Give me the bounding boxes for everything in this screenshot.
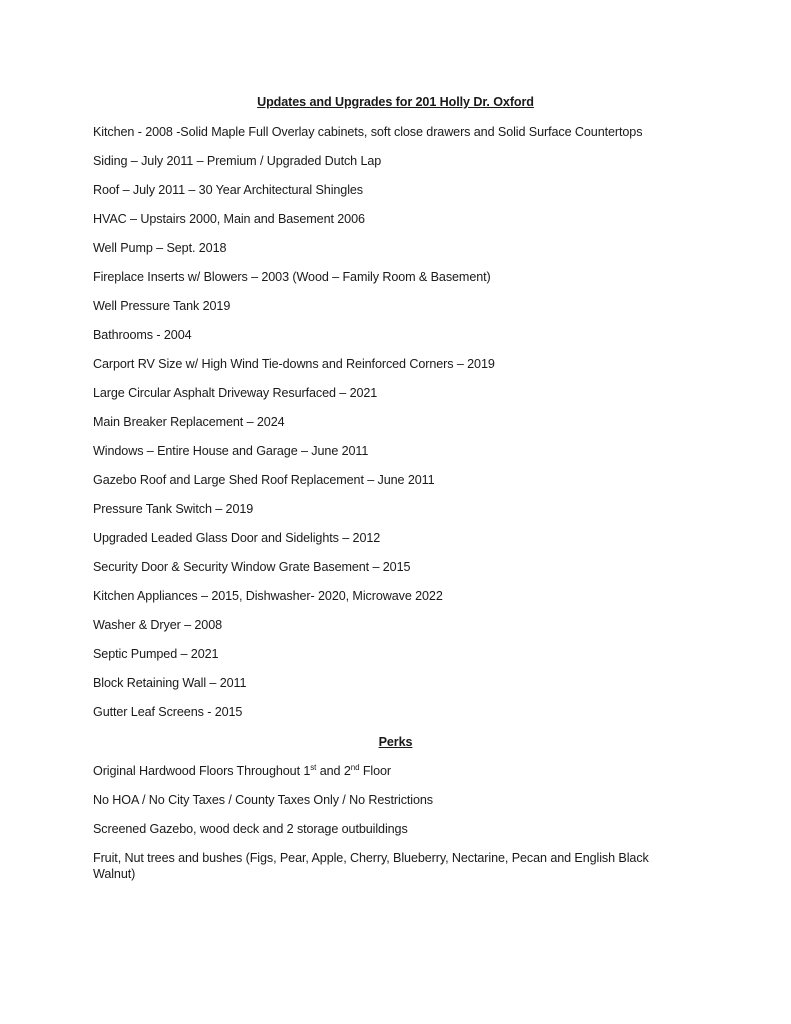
update-item: Siding – July 2011 – Premium / Upgraded Dutch Lap <box>93 154 382 168</box>
update-item: Windows – Entire House and Garage – June 2011 <box>93 444 369 458</box>
updates-list <box>93 124 703 733</box>
perk-item: Fruit, Nut trees and bushes (Figs, Pear, Apple, Cherry, Blueberry, Nectarine, Pecan and English Black Walnut) <box>93 851 649 881</box>
update-item: Well Pressure Tank 2019 <box>93 299 231 313</box>
update-item: Well Pump – Sept. 2018 <box>93 241 227 255</box>
update-item: Gutter Leaf Screens - 2015 <box>93 705 243 719</box>
document-title: Updates and Upgrades for 201 Holly Dr. Oxford <box>257 95 534 109</box>
update-item: Block Retaining Wall – 2011 <box>93 676 247 690</box>
update-item: Main Breaker Replacement – 2024 <box>93 415 285 429</box>
update-item: Kitchen Appliances – 2015, Dishwasher- 2020, Microwave 2022 <box>93 589 443 603</box>
update-item: Upgraded Leaded Glass Door and Sidelights – 2012 <box>93 531 381 545</box>
update-item: Bathrooms - 2004 <box>93 328 192 342</box>
update-item: Security Door & Security Window Grate Basement – 2015 <box>93 560 411 574</box>
update-item: Gazebo Roof and Large Shed Roof Replacement – June 2011 <box>93 473 435 487</box>
perk-item-floors <box>93 763 693 792</box>
perk-item: Screened Gazebo, wood deck and 2 storage outbuildings <box>93 822 408 836</box>
update-item: Roof – July 2011 – 30 Year Architectural Shingles <box>93 183 364 197</box>
ordinal-suffix: st <box>310 762 317 772</box>
update-item: HVAC – Upstairs 2000, Main and Basement 2006 <box>93 212 365 226</box>
update-item: Septic Pumped – 2021 <box>93 647 219 661</box>
update-item: Carport RV Size w/ High Wind Tie-downs and Reinforced Corners – 2019 <box>93 357 495 371</box>
ordinal-suffix: nd <box>350 762 360 772</box>
perks-list <box>93 763 693 882</box>
update-item: Pressure Tank Switch – 2019 <box>93 502 254 516</box>
update-item: Fireplace Inserts w/ Blowers – 2003 (Wood – Family Room & Basement) <box>93 270 491 284</box>
update-item: Kitchen - 2008 -Solid Maple Full Overlay cabinets, soft close drawers and Solid Surface Countertops <box>93 125 643 139</box>
update-item: Washer & Dryer – 2008 <box>93 618 223 632</box>
update-item: Large Circular Asphalt Driveway Resurfaced – 2021 <box>93 386 378 400</box>
perk-floors-text: Floor <box>359 764 392 778</box>
perk-floors-text: and 2 <box>316 764 351 778</box>
perks-heading: Perks <box>378 735 413 749</box>
perk-item: No HOA / No City Taxes / County Taxes Only / No Restrictions <box>93 793 433 807</box>
perk-floors-text: Original Hardwood Floors Throughout 1 <box>93 764 311 778</box>
